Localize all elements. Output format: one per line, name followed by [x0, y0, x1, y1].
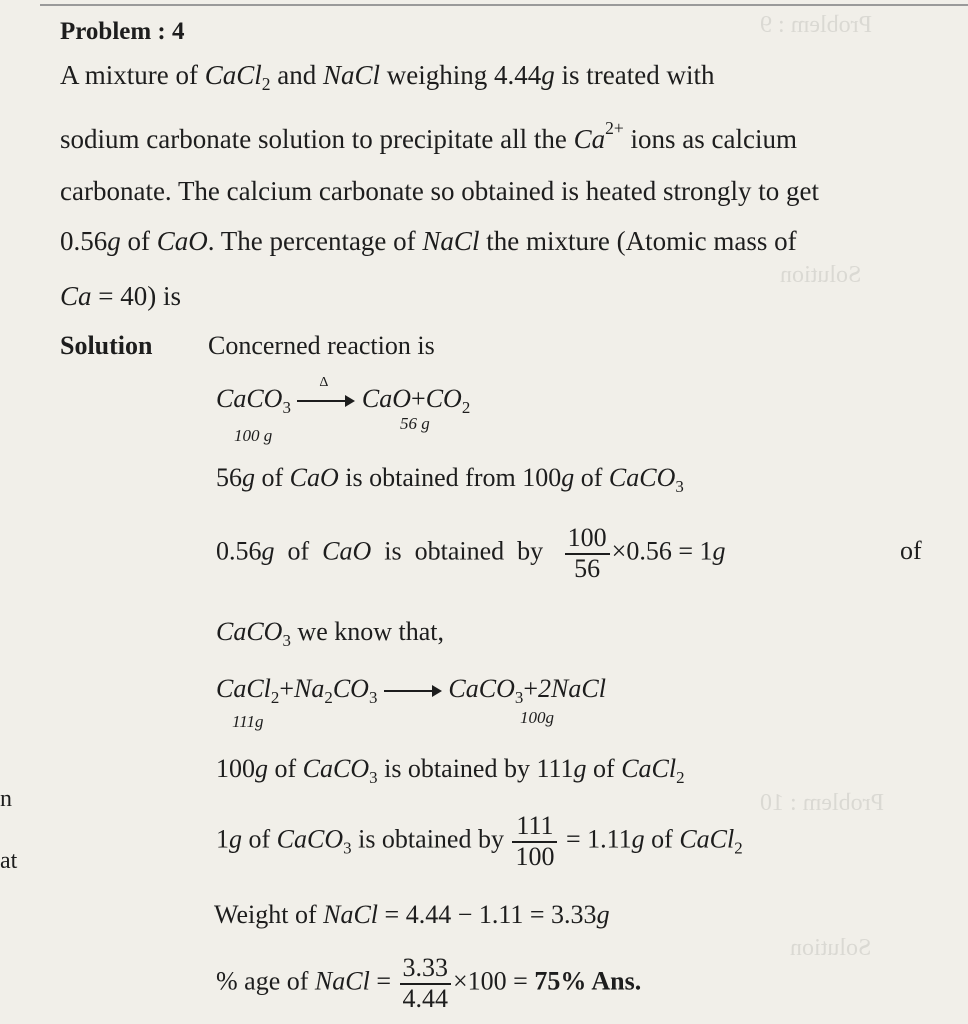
step-2: 0.56g of CaO is obtained by $\frac{100}{56}$ ×0.56 = 1g	[216, 523, 726, 583]
margin-fragment: at	[0, 848, 18, 874]
step-1: 56g of CaO is obtained from 100g of CaCO$_3$	[216, 463, 684, 496]
reaction-1-lhs-mass: 100 g	[234, 426, 273, 445]
bleed-through-text: Solution	[780, 262, 862, 288]
bleed-through-text: Problem : 9	[760, 12, 872, 38]
problem-line-3: carbonate. The calcium carbonate so obtained is heated strongly to get	[60, 176, 819, 206]
step-6: Weight of NaCl = 4.44 − 1.11 = 3.33g	[214, 900, 610, 929]
final-answer: 75% Ans.	[534, 966, 642, 996]
fraction-111-over-100: $\frac{111}{100}$	[512, 812, 557, 871]
step-2-of: of	[900, 536, 922, 565]
heat-arrow-icon: Δ	[297, 391, 355, 411]
reaction-1: CaCO$_3$ Δ $CaO+CO_2$	[216, 375, 471, 417]
step-7: % age of NaCl = $\frac{3.33}{4.44}$ ×100 = 75% Ans.	[216, 953, 642, 1013]
bleed-through-text: Problem : 10	[760, 790, 884, 816]
bleed-through-text: Solution	[790, 935, 872, 961]
step-3: CaCO$_3$ we know that,	[216, 617, 445, 650]
problem-heading: Problem : 4	[60, 18, 185, 45]
page-top-rule	[40, 4, 968, 6]
fraction-3.33-over-4.44: $\frac{3.33}{4.44}$	[400, 954, 452, 1013]
reaction-2-mass-caco3: 100g	[520, 708, 554, 727]
margin-fragment: n	[0, 786, 12, 812]
problem-line-5: Ca = 40) is	[60, 281, 181, 311]
step-5: 1g of CaCO$_3$ is obtained by $\frac{111}{100}$ = 1.11g of CaCl$_2$	[216, 811, 743, 871]
fraction-100-over-56: $\frac{100}{56}$	[565, 524, 610, 583]
problem-line-1: A mixture of CaCl$_2$ and NaCl weighing 4.44g is treated with	[60, 60, 715, 95]
solution-intro: Concerned reaction is	[208, 331, 435, 360]
problem-line-2: sodium carbonate solution to precipitate all the $Ca^{2+}$ ions as calcium	[60, 117, 797, 154]
solution-label: Solution	[60, 331, 153, 360]
reaction-1-rhs-mass: 56 g	[400, 414, 430, 433]
reaction-2: $CaCl_2+Na_2CO_3$ CaCO$_3$+2NaCl	[216, 674, 606, 707]
reaction-arrow-icon	[384, 681, 442, 701]
reaction-2-mass-cacl2: 111g	[232, 712, 264, 731]
step-4: 100g of CaCO$_3$ is obtained by 111g of CaCl$_2$	[216, 754, 685, 787]
problem-line-4: 0.56g of CaO. The percentage of NaCl the mixture (Atomic mass of	[60, 226, 797, 256]
